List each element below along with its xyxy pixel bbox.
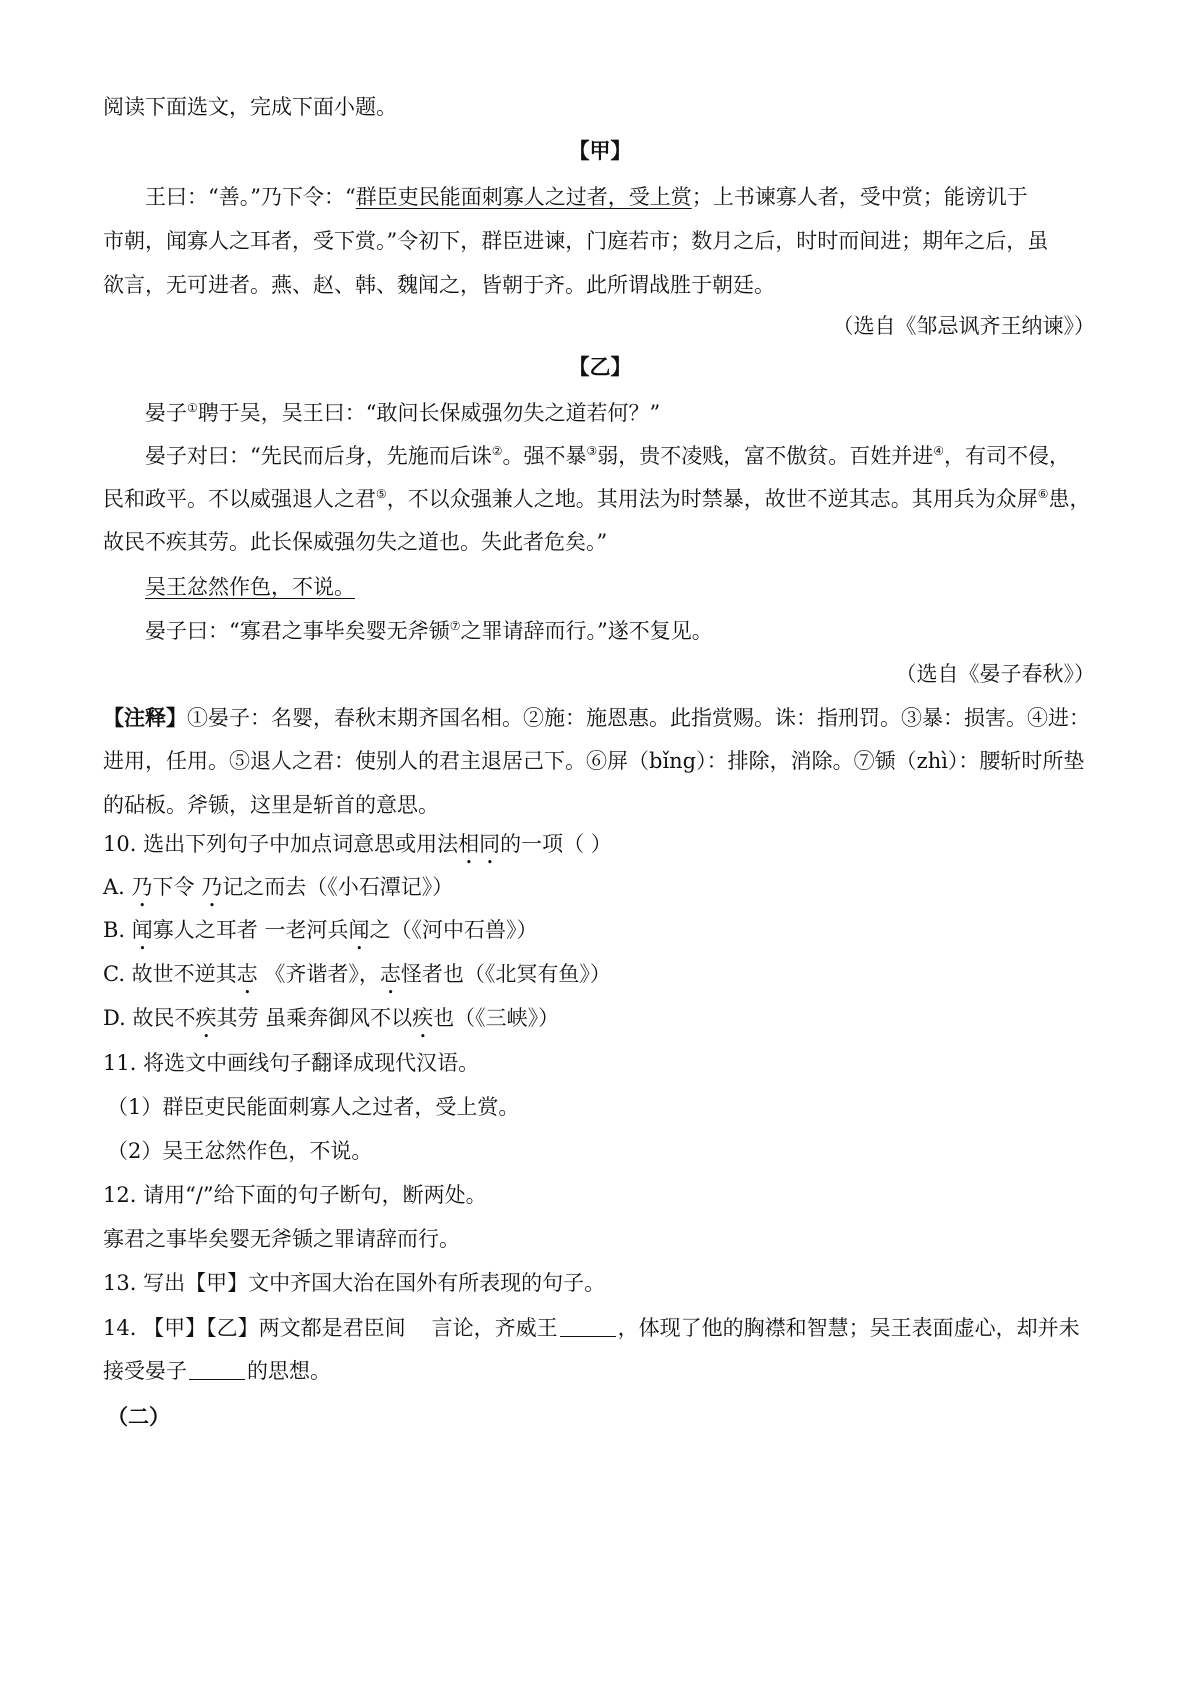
- jia-line-2: 市朝，闻寡人之耳者，受下赏。”令初下，群臣进谏，门庭若市；数月之后，时时而间进；期年之后，虽: [103, 229, 1049, 253]
- question-11-stem: 11. 将选文中画线句子翻译成现代汉语。: [103, 1051, 480, 1075]
- jia-source: （选自《邹忌讽齐王纳谏》）: [832, 314, 1095, 338]
- yi-line-2: 晏子对曰：“先民而后身，先施而后诛②。强不暴③弱，贵不凌贱，富不傲贫。百姓并进④，有司不侵，: [145, 444, 1071, 468]
- option-b: B. 闻寡人之耳者 一老河兵闻之（《河中石兽》）: [103, 918, 538, 942]
- question-13-stem: 13. 写出【甲】文中齐国大治在国外有所表现的句子。: [103, 1271, 606, 1295]
- question-14-line-1: 14. 【甲】【乙】两文都是君臣间 言论，齐威王 ，体现了他的胸襟和智慧；吴王表面虚心，却并未: [103, 1316, 1080, 1340]
- notes-line-3: 的砧板。斧锧，这里是斩首的意思。: [103, 793, 439, 817]
- yi-line-6: 晏子曰：“寡君之事毕矣婴无斧锧⑦之罪请辞而行。”遂不复见。: [145, 619, 713, 643]
- yi-source: （选自《晏子春秋》）: [895, 662, 1095, 686]
- section-heading: （二）: [107, 1404, 170, 1429]
- yi-line-5: [145, 572, 355, 602]
- option-a: A. 乃下令 乃记之而去（《小石潭记》）: [103, 875, 454, 899]
- yi-line-4: 故民不疾其劳。此长保威强勿失之道也。失此者危矣。”: [103, 530, 608, 554]
- jia-underlined-sentence: 群臣吏民能面刺寡人之过者，受上赏: [355, 185, 692, 209]
- yi-underlined-sentence: 吴王忿然作色，不说。: [145, 575, 355, 599]
- intro-text: 阅读下面选文，完成下面小题。: [103, 95, 397, 119]
- question-10-stem: 10. 选出下列句子中加点词意思或用法相同的一项（ ）: [103, 832, 612, 856]
- jia-line-1: 王曰：“善。”乃下令：“群臣吏民能面刺寡人之过者，受上赏；上书谏寡人者，受中赏；能谤讥于: [145, 185, 1028, 209]
- option-d: D. 故民不疾其劳 虽乘奔御风不以疾也（《三峡》）: [103, 1006, 560, 1030]
- jia-line-3: 欲言，无可进者。燕、赵、韩、魏闻之，皆朝于齐。此所谓战胜于朝廷。: [103, 273, 775, 297]
- option-c: C. 故世不逆其志 《齐谐者》，志怪者也（《北冥有鱼》）: [103, 962, 611, 986]
- answer-blank-1[interactable]: [560, 1314, 616, 1337]
- notes-line-2: 进用，任用。⑤退人之君：使别人的君主退居己下。⑥屏（bǐng）：排除，消除。⑦锧（zhì）：腰斩时所垫: [103, 749, 1085, 773]
- notes-line-1: 【注释】①晏子：名婴，春秋末期齐国名相。②施：施恩惠。此指赏赐。诛：指刑罚。③暴：损害。④进：: [103, 705, 1090, 730]
- passage-jia-title: 【甲】: [568, 138, 632, 163]
- question-12-stem: 12. 请用“/”给下面的句子断句，断两处。: [103, 1183, 487, 1207]
- answer-blank-2[interactable]: [189, 1357, 245, 1380]
- yi-line-1: 晏子①聘于吴，吴王曰：“敢问长保威强勿失之道若何？”: [145, 401, 661, 425]
- question-11-sub-2: （2）吴王忿然作色，不说。: [107, 1139, 373, 1163]
- question-14-line-2: 接受晏子 的思想。: [103, 1359, 331, 1383]
- question-12-text: 寡君之事毕矣婴无斧锧之罪请辞而行。: [103, 1227, 460, 1251]
- notes-label: 【注释】: [103, 705, 187, 730]
- question-11-sub-1: （1）群臣吏民能面刺寡人之过者，受上赏。: [107, 1095, 520, 1119]
- yi-line-3: 民和政平。不以威强退人之君⑤，不以众强兼人之地。其用法为时禁暴，故世不逆其志。其用兵为众屏⑥患，: [103, 487, 1091, 511]
- passage-yi-title: 【乙】: [568, 354, 632, 379]
